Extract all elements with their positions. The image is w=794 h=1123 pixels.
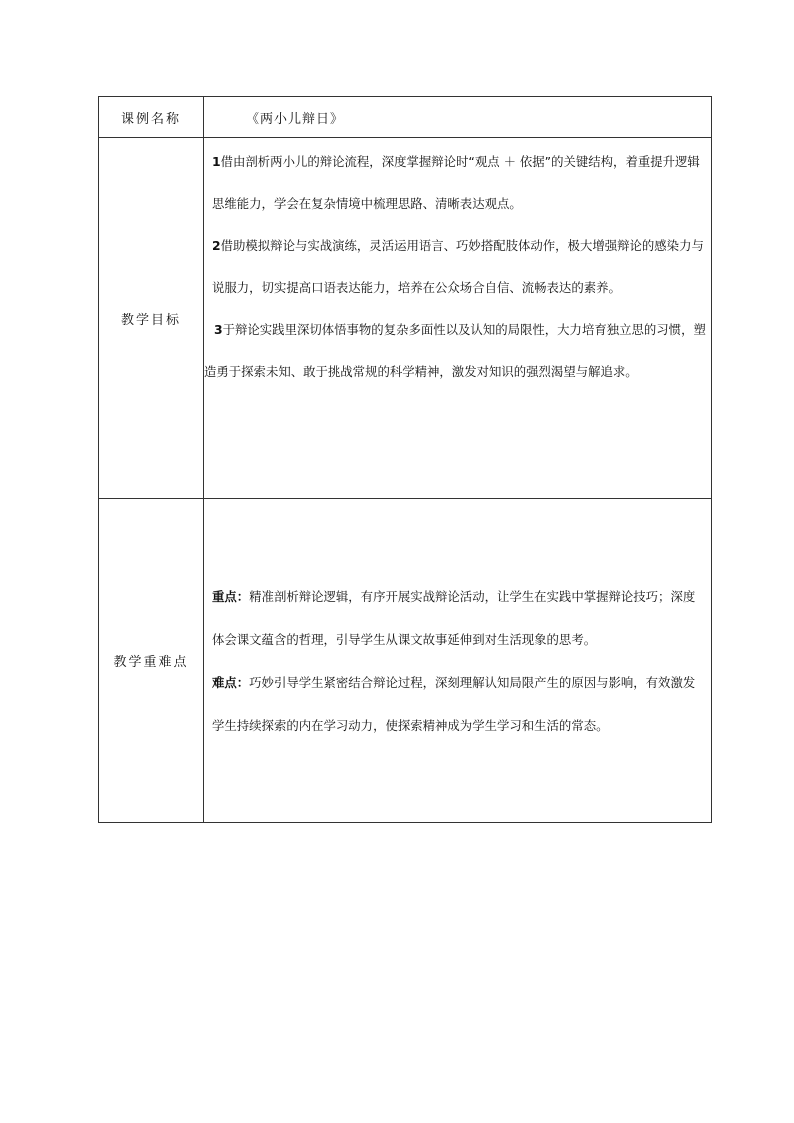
goal-number: 1 (212, 154, 221, 169)
goal-text: 于辩论实践里深切体悟事物的复杂多面性以及认知的局限性，大力培育独立思的习惯，塑造勇于探索未知、敢于挑战常规的科学精神，激发对知识的强烈渴望与解追求。 (204, 322, 706, 379)
key-point-paragraph (212, 575, 707, 661)
difficulty-text: 巧妙引导学生紧密结合辩论过程，深刻理解认知局限产生的原因与影响，有效激发学生持续探索的内在学习动力，使探索精神成为学生学习和生活的常态。 (212, 674, 696, 733)
goal-item (204, 141, 711, 225)
course-name-value: 《两小儿辩日》 (204, 97, 712, 138)
goal-item (204, 225, 711, 309)
teaching-goals-content (204, 138, 712, 499)
difficulty-tag: 难点： (212, 674, 250, 690)
key-point-tag: 重点： (212, 588, 250, 604)
course-name-row (99, 97, 712, 138)
goal-number: 2 (212, 238, 221, 253)
teaching-goals-label: 教学目标 (99, 138, 204, 499)
difficulty-paragraph (212, 661, 707, 747)
goal-item (204, 309, 711, 393)
key-points-label: 教学重难点 (99, 499, 204, 823)
goal-text: 借助模拟辩论与实战演练，灵活运用语言、巧妙搭配肢体动作，极大增强辩论的感染力与说服力，切实提高口语表达能力，培养在公众场合自信、流畅表达的素养。 (212, 238, 704, 295)
goal-number: 3 (214, 322, 223, 337)
key-point-text: 精准剖析辩论逻辑，有序开展实战辩论活动，让学生在实践中掌握辩论技巧；深度体会课文蕴含的哲理，引导学生从课文故事延伸到对生活现象的思考。 (212, 588, 696, 647)
course-name-label: 课例名称 (99, 97, 204, 138)
lesson-plan-table (98, 96, 712, 823)
key-points-content (204, 499, 712, 823)
teaching-goals-row (99, 138, 712, 499)
key-points-row (99, 499, 712, 823)
goal-text: 借由剖析两小儿的辩论流程，深度掌握辩论时“观点 ＋ 依据”的关键结构，着重提升逻辑思维能力，学会在复杂情境中梳理思路、清晰表达观点。 (212, 154, 700, 211)
